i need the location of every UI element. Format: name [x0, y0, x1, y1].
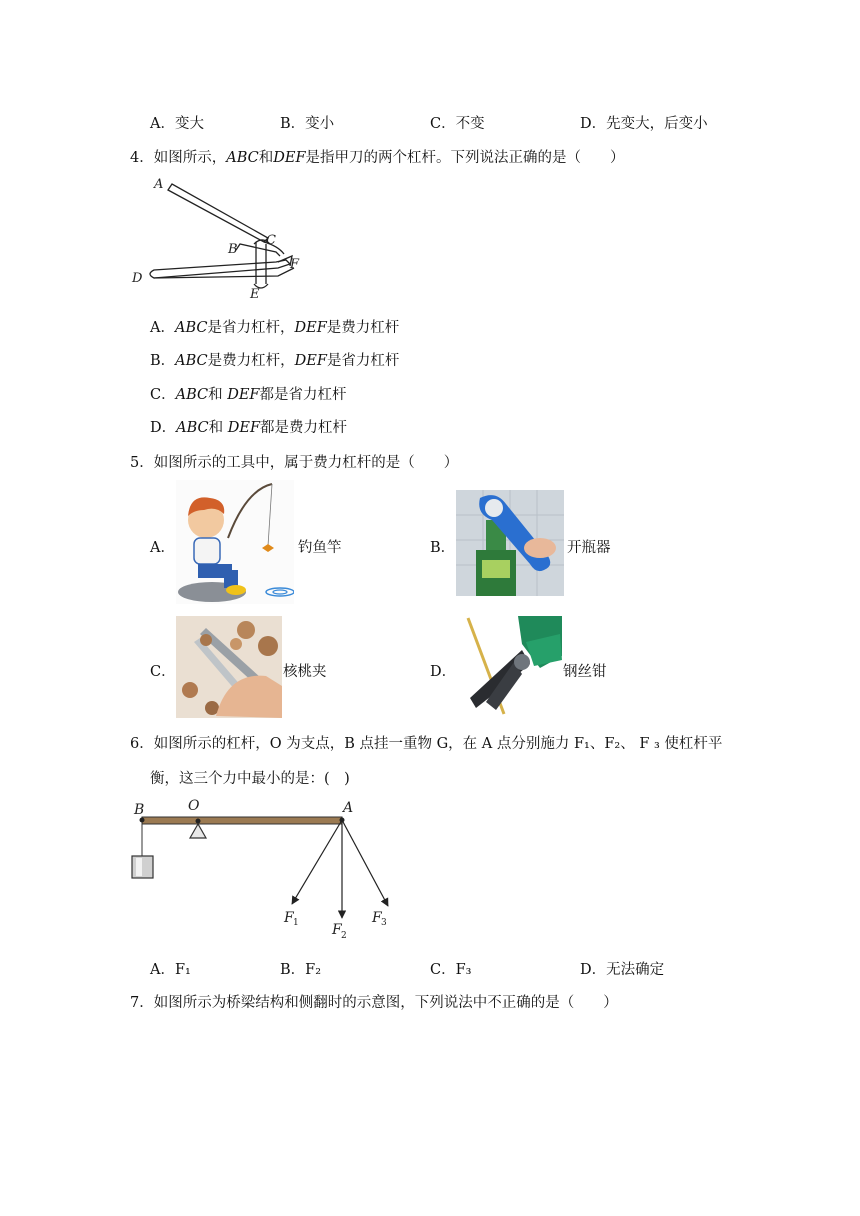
- option-label: B．: [150, 353, 176, 369]
- option-label: B．: [280, 116, 306, 132]
- q6-option-b[interactable]: [280, 958, 321, 979]
- q4-option-c[interactable]: [150, 383, 347, 404]
- stem-def: DEF: [273, 150, 306, 166]
- option-text: F₁: [174, 962, 191, 978]
- option-label: C．: [430, 962, 456, 978]
- q6-option-d[interactable]: [580, 958, 664, 979]
- stem-text: 如图所示为桥梁结构和侧翻时的示意图，下列说法中不正确的是（ ）: [153, 995, 618, 1011]
- q5-option-c-label[interactable]: C．: [150, 664, 176, 680]
- bottle-opener-image: [456, 490, 564, 596]
- label-d: D: [132, 271, 143, 286]
- option-text: 先变大，后变小: [606, 116, 708, 132]
- option-text: 不变: [455, 116, 485, 132]
- fishing-boy-image: [176, 480, 294, 604]
- q4-option-b[interactable]: [150, 349, 399, 370]
- q4-option-d[interactable]: [150, 416, 347, 437]
- q5-option-d-label[interactable]: D．: [430, 664, 457, 680]
- stem-abc: ABC: [226, 150, 259, 166]
- option-def: DEF: [227, 387, 260, 403]
- option-def: DEF: [294, 320, 327, 336]
- option-text: 都是省力杠杆: [259, 387, 347, 403]
- label-b: B: [228, 242, 238, 257]
- option-label: B．: [280, 962, 306, 978]
- option-def: DEF: [294, 353, 327, 369]
- label-f2-sub: 2: [341, 931, 347, 941]
- option-label: A．: [150, 962, 175, 978]
- q6-stem-line2: 衡，这三个力中最小的是：( ): [150, 771, 350, 787]
- q5-stem: [130, 451, 458, 472]
- q3-option-a[interactable]: [150, 112, 204, 133]
- q5-option-b-label[interactable]: B．: [430, 540, 456, 556]
- q3-option-d[interactable]: [580, 112, 708, 133]
- label-e: E: [250, 287, 260, 302]
- option-text: F₃: [455, 962, 472, 978]
- option-abc: ABC: [175, 353, 208, 369]
- label-a: A: [343, 800, 354, 816]
- option-text: 是费力杠杆: [326, 320, 400, 336]
- question-number: 7．: [130, 995, 154, 1011]
- option-def: DEF: [227, 420, 261, 436]
- option-label: D．: [580, 116, 607, 132]
- q5-option-c-caption: 核桃夹: [283, 664, 327, 680]
- option-label: A．: [150, 116, 175, 132]
- nutcracker-image: [176, 616, 282, 718]
- option-abc: ABC: [176, 420, 209, 436]
- label-f1: F: [284, 910, 294, 926]
- question-number: 4．: [130, 150, 154, 166]
- q6-option-c[interactable]: [430, 958, 471, 979]
- stem-text: 和: [258, 150, 274, 166]
- q5-option-b-caption: 开瓶器: [567, 540, 611, 556]
- stem-text: 如图所示，: [153, 150, 227, 166]
- q5-option-a-caption: 钓鱼竿: [298, 540, 342, 556]
- stem-text: 如图所示的工具中，属于费力杠杆的是（ ）: [153, 455, 459, 471]
- label-f3-sub: 3: [381, 918, 387, 928]
- label-b: B: [134, 802, 145, 818]
- q6-option-a[interactable]: [150, 958, 191, 979]
- stem-text: 如图所示的杠杆，O 为支点，B 点挂一重物 G，在 A 点分别施力 F₁、F₂、 F ₃ 使杠杆平: [153, 736, 723, 752]
- q7-stem: [130, 991, 618, 1012]
- option-label: D．: [580, 962, 607, 978]
- q3-option-b[interactable]: [280, 112, 334, 133]
- q5-option-a-label[interactable]: A．: [150, 540, 175, 556]
- option-text: 和: [208, 387, 228, 403]
- q4-stem: [130, 146, 625, 167]
- stem-text: 是指甲刀的两个杠杆。下列说法正确的是（ ）: [305, 150, 625, 166]
- nail-clipper-figure: [128, 172, 318, 302]
- label-f3: F: [372, 910, 382, 926]
- q4-option-a[interactable]: [150, 316, 399, 337]
- question-number: 6．: [130, 736, 154, 752]
- label-f: F: [290, 257, 300, 272]
- question-number: 5．: [130, 455, 154, 471]
- q3-option-c[interactable]: [430, 112, 485, 133]
- option-text: 无法确定: [606, 962, 665, 978]
- label-a: A: [154, 177, 164, 192]
- pliers-image: [456, 616, 562, 716]
- option-text: 变大: [174, 116, 204, 132]
- label-o: O: [188, 798, 200, 814]
- option-text: 是省力杠杆，: [207, 320, 295, 336]
- option-label: C．: [430, 116, 456, 132]
- option-text: 是费力杠杆，: [207, 353, 295, 369]
- option-abc: ABC: [174, 320, 208, 336]
- label-f2: F: [332, 922, 342, 938]
- option-label: C．: [150, 387, 176, 403]
- option-text: 变小: [305, 116, 335, 132]
- option-text: F₂: [305, 962, 322, 978]
- option-abc: ABC: [175, 387, 209, 403]
- lever-force-figure: [128, 794, 408, 946]
- label-f1-sub: 1: [293, 918, 299, 928]
- q5-option-d-caption: 钢丝钳: [563, 664, 607, 680]
- option-label: A．: [150, 320, 175, 336]
- q6-stem-line1: [130, 732, 722, 753]
- label-c: C: [266, 233, 276, 248]
- option-text: 和: [208, 420, 228, 436]
- option-text: 都是费力杠杆: [260, 420, 348, 436]
- option-text: 是省力杠杆: [326, 353, 400, 369]
- option-label: D．: [150, 420, 177, 436]
